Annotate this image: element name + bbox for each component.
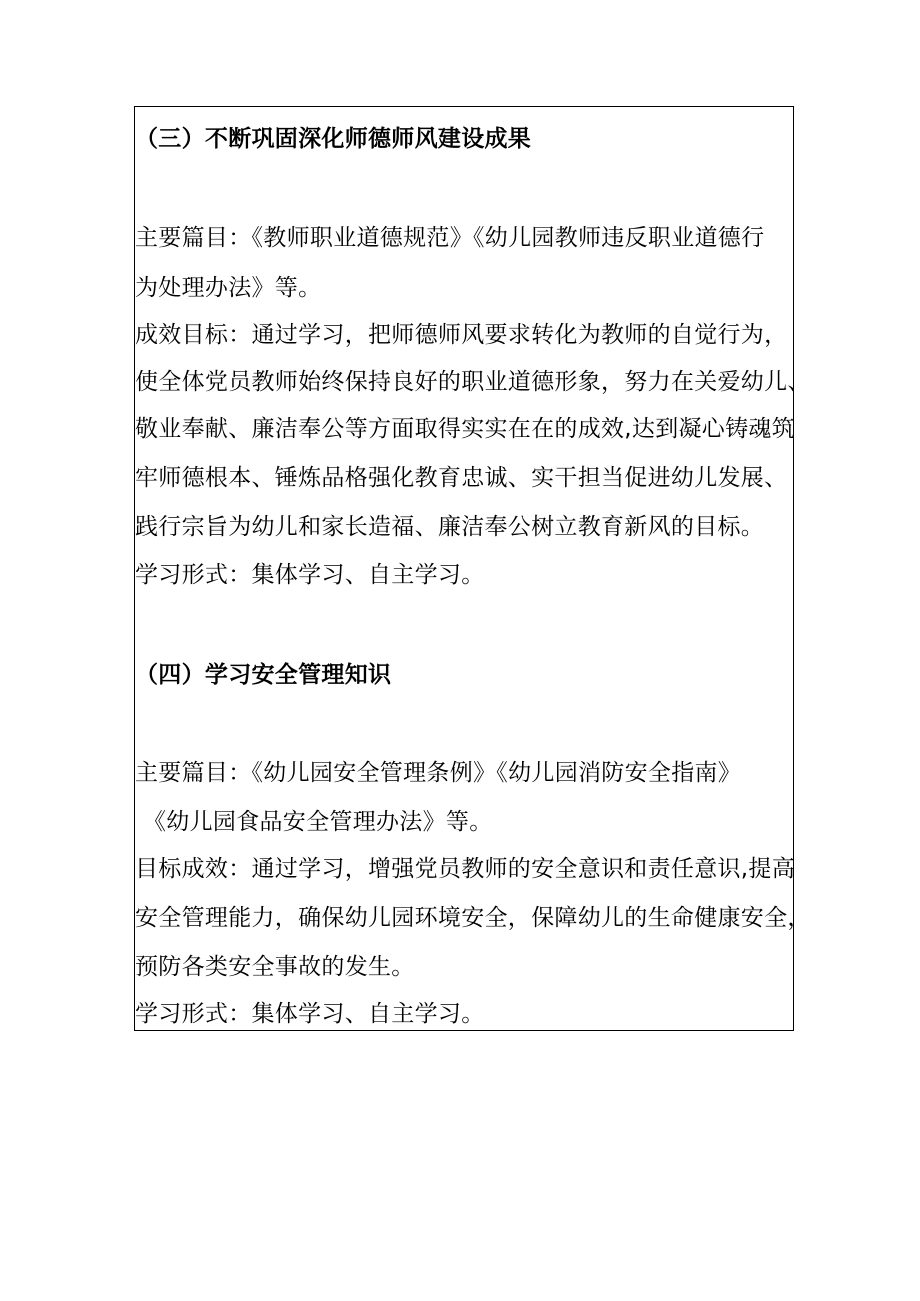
section-4-line: 主要篇目：《幼儿园安全管理条例》《幼儿园消防安全指南》 (135, 760, 742, 786)
section-4-line: 安全管理能力，确保幼儿园环境安全，保障幼儿的生命健康安全， (135, 905, 811, 931)
section-3-line: 牢师德根本、锤炼品格强化教育忠诚、实干担当促进幼儿发展、 (135, 465, 788, 491)
section-4-line: 学习形式：集体学习、自主学习。 (135, 1001, 485, 1027)
section-3-line: 敬业奉献、廉洁奉公等方面取得实实在在的成效,达到凝心铸魂筑 (135, 416, 796, 442)
section-4-line: 目标成效：通过学习，增强党员教师的安全意识和责任意识,提高 (135, 856, 796, 882)
section-3-line: 主要篇目：《教师职业道德规范》《幼儿园教师违反职业道德行 (135, 225, 765, 251)
section-3-line: 践行宗旨为幼儿和家长造福、廉洁奉公树立教育新风的目标。 (135, 514, 765, 540)
section-3-line: 学习形式：集体学习、自主学习。 (135, 562, 485, 588)
section-4-heading: （四）学习安全管理知识 (135, 662, 392, 688)
section-3-line: 成效目标：通过学习，把师德师风要求转化为教师的自觉行为， (135, 322, 788, 348)
content-table-cell (134, 106, 811, 1031)
section-3-line: 为处理办法》等。 (135, 275, 322, 301)
section-4-line: 预防各类安全事故的发生。 (135, 954, 415, 980)
section-3-heading: （三）不断巩固深化师德师风建设成果 (135, 126, 532, 152)
section-3-line: 使全体党员教师始终保持良好的职业道德形象，努力在关爱幼儿、 (135, 369, 811, 395)
section-4-line: 《幼儿园食品安全管理办法》等。 (143, 809, 493, 835)
